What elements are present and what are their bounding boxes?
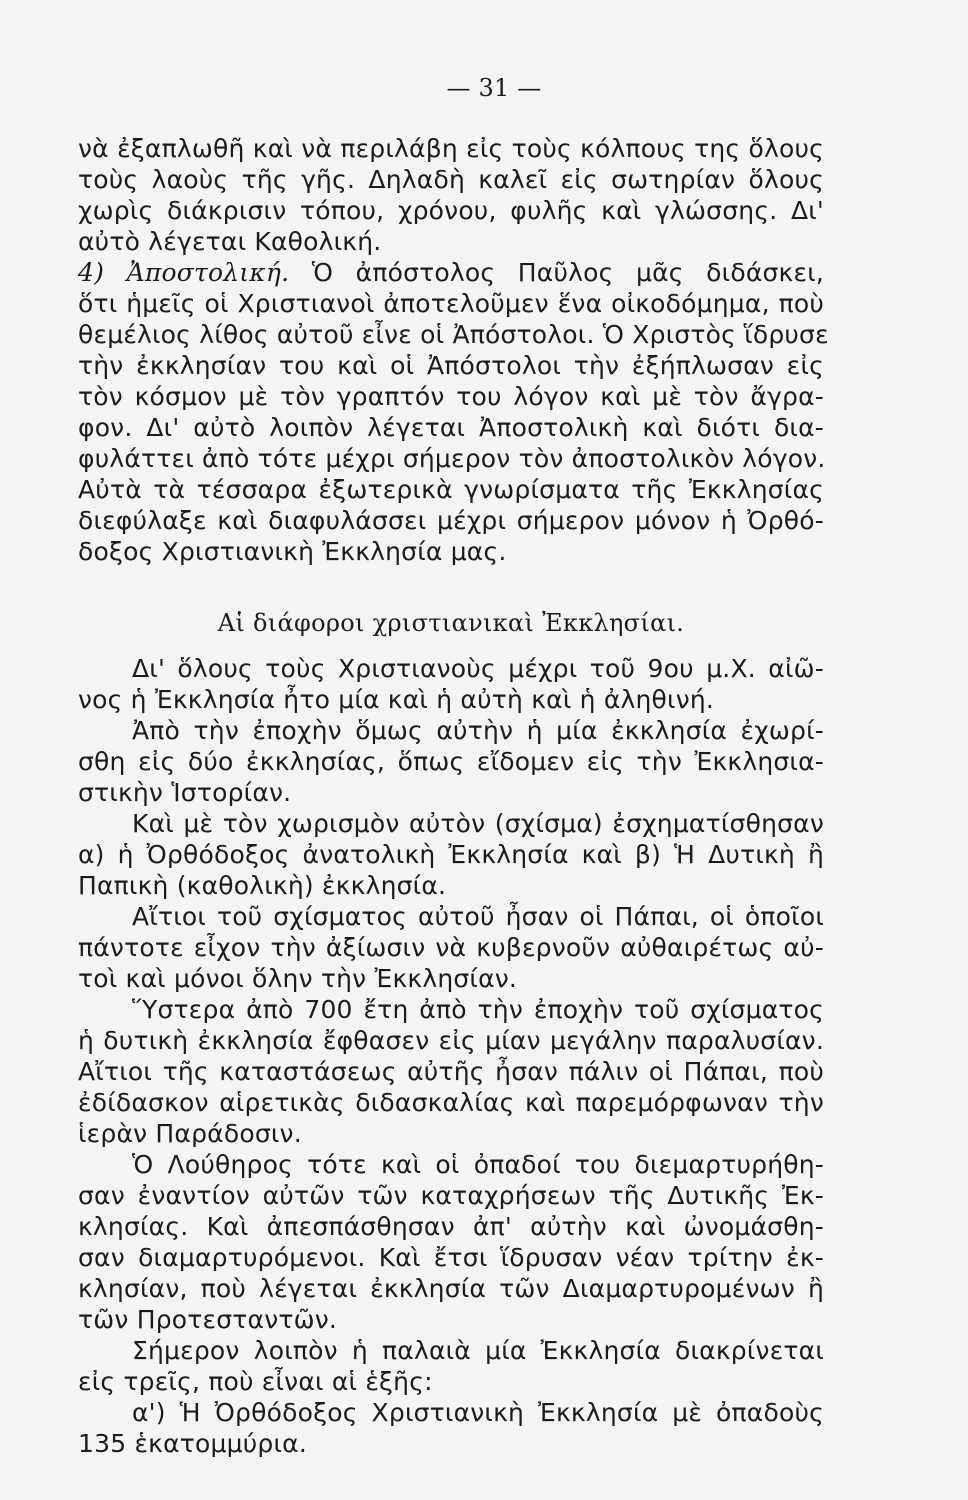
text-line: αὐτὸ λέγεται Καθολική. — [78, 227, 382, 256]
text-line: ἱερὰν Παράδοσιν. — [78, 1119, 302, 1148]
text-line: τὴν ἐκκλησίαν του καὶ οἱ Ἀπόστολοι τὴν ἐξήπλωσαν εἰς — [78, 351, 824, 380]
text-line: Καὶ μὲ τὸν χωρισμὸν αὐτὸν (σχίσμα) ἐσχηματίσθησαν — [132, 809, 824, 838]
text-line: στικὴν Ἱστορίαν. — [78, 778, 292, 807]
text-line: Ὕστερα ἀπὸ 700 ἔτη ἀπὸ τὴν ἐποχὴν τοῦ σχίσματος — [132, 995, 824, 1024]
text-line: κλησίας. Καὶ ἀπεσπάσθησαν ἀπ' αὐτὴν καὶ ὠνομάσθη- — [78, 1212, 824, 1241]
text-line: Σήμερον λοιπὸν ἡ παλαιὰ μία Ἐκκλησία διακρίνεται — [132, 1336, 824, 1365]
text-line: Ὁ Λούθηρος τότε καὶ οἱ ὀπαδοί του διεμαρτυρήθη- — [132, 1150, 824, 1179]
text-line: τῶν Προτεσταντῶν. — [78, 1305, 338, 1334]
text-line: 135 ἑκατομμύρια. — [78, 1429, 307, 1458]
text-line: Αἴτιοι τοῦ σχίσματος αὐτοῦ ἦσαν οἱ Πάπαι, οἱ ὁποῖοι — [132, 902, 824, 931]
text-line: α') Ἡ Ὀρθόδοξος Χριστιανικὴ Ἐκκλησία μὲ ὀπαδοὺς — [132, 1398, 824, 1427]
text-line: νος ἡ Ἐκκλησία ἦτο μία καὶ ἡ αὐτὴ καὶ ἡ ἀληθινή. — [78, 685, 715, 714]
text-line: τοὶ καὶ μόνοι ὅλην τὴν Ἐκκλησίαν. — [78, 964, 518, 993]
spacer — [78, 567, 824, 603]
text-line: χωρὶς διάκρισιν τόπου, χρόνου, φυλῆς καὶ γλώσσης. Δι' — [78, 196, 824, 225]
text-line: ὅτι ἡμεῖς οἱ Χριστιανοὶ ἀποτελοῦμεν ἕνα οἰκοδόμημα, ποὺ — [78, 289, 824, 318]
text-line: α) ἡ Ὀρθόδοξος ἀνατολικὴ Ἐκκλησία καὶ β) Ἡ Δυτικὴ ἢ — [78, 840, 824, 869]
text-line: σθη εἰς δύο ἐκκλησίας, ὅπως εἴδομεν εἰς τὴν Ἐκκλησια- — [78, 747, 824, 776]
text-line: Αὐτὰ τὰ τέσσαρα ἐξωτερικὰ γνωρίσματα τῆς Ἐκκλησίας — [78, 475, 824, 504]
text-line: πάντοτε εἶχον τὴν ἀξίωσιν νὰ κυβερνοῦν αὐθαιρέτως αὐ- — [78, 933, 824, 962]
apostolic-line — [78, 257, 824, 288]
page-number: — 31 — — [446, 74, 542, 102]
text-line: σαν ἐναντίον αὐτῶν τῶν καταχρήσεων τῆς Δυτικῆς Ἐκ- — [78, 1181, 824, 1210]
body-text — [78, 133, 829, 1459]
apostolic-label: 4) Ἀποστολική. — [78, 258, 290, 287]
text-line: Αἴτιοι τῆς καταστάσεως αὐτῆς ἦσαν πάλιν οἱ Πάπαι, ποὺ — [78, 1057, 824, 1086]
text-line: τοὺς λαοὺς τῆς γῆς. Δηλαδὴ καλεῖ εἰς σωτηρίαν ὅλους — [78, 165, 824, 194]
text-line: δοξος Χριστιανικὴ Ἐκκλησία μας. — [78, 537, 507, 566]
text-line: φυλάττει ἀπὸ τότε μέχρι σήμερον τὸν ἀποστολικὸν λόγον. — [78, 444, 826, 473]
text-line: ἡ δυτικὴ ἐκκλησία ἔφθασεν εἰς μίαν μεγάλην παραλυσίαν. — [78, 1026, 824, 1055]
text-line: τὸν κόσμον μὲ τὸν γραπτόν του λόγον καὶ μὲ τὸν ἄγρα- — [78, 382, 824, 411]
text-line: ἐδίδασκον αἱρετικὰς διδασκαλίας καὶ παρεμόρφωναν τὴν — [78, 1088, 824, 1117]
text-line: κλησίαν, ποὺ λέγεται ἐκκλησία τῶν Διαμαρτυρομένων ἢ — [78, 1274, 824, 1303]
text-line: εἰς τρεῖς, ποὺ εἶναι αἱ ἑξῆς: — [78, 1367, 433, 1396]
section-heading: Αἱ διάφοροι χριστιανικαὶ Ἐκκλησίαι. — [217, 609, 685, 637]
text-line: νὰ ἐξαπλωθῆ καὶ νὰ περιλάβη εἰς τοὺς κόλπους της ὅλους — [78, 134, 824, 163]
text-line: διεφύλαξε καὶ διαφυλάσσει μέχρι σήμερον μόνον ἡ Ὀρθό- — [78, 506, 824, 535]
text-line: Δι' ὅλους τοὺς Χριστιανοὺς μέχρι τοῦ 9ου μ.Χ. αἰῶ- — [132, 654, 824, 683]
text-line: φον. Δι' αὐτὸ λοιπὸν λέγεται Ἀποστολικὴ καὶ διότι δια- — [78, 413, 824, 442]
text-line: θεμέλιος λίθος αὐτοῦ εἶνε οἱ Ἀπόστολοι. Ὁ Χριστὸς ἵδρυσε — [78, 320, 829, 349]
text-line: σαν διαμαρτυρόμενοι. Καὶ ἔτσι ἵδρυσαν νέαν τρίτην ἐκ- — [78, 1243, 824, 1272]
apostolic-line-text: Ὁ ἀπόστολος Παῦλος μᾶς διδάσκει, — [311, 258, 825, 287]
text-line: Παπικὴ (καθολικὴ) ἐκκλησία. — [78, 871, 447, 900]
spacer — [78, 643, 824, 653]
text-line: Ἀπὸ τὴν ἐποχὴν ὅμως αὐτὴν ἡ μία ἐκκλησία ἐχωρί- — [132, 716, 824, 745]
